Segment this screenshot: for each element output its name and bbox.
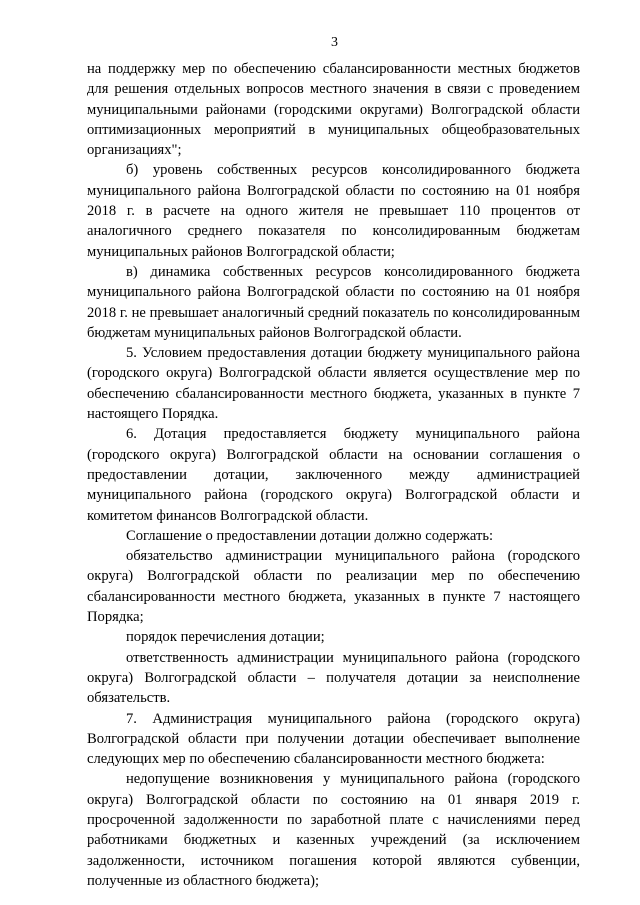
page-number: 3: [331, 35, 338, 50]
paragraph: б) уровень собственных ресурсов консолидированного бюджета муниципального района Волгоградской области по состоянию на 01 ноября 2018 г. в расчете на одного жителя не превышает 110 процентов от аналогичного среднего показателя по консолидированным бюджетам муниципальных районов Волгоградской области;: [87, 162, 580, 260]
paragraph: обязательство администрации муниципального района (городского округа) Волгоградской области по реализации мер по обеспечению сбалансированности местного бюджета, указанных в пункте 7 настоящего Порядка;: [87, 548, 580, 626]
paragraph: в) динамика собственных ресурсов консолидированного бюджета муниципального района Волгоградской области по состоянию на 01 ноября 2018 г. не превышает аналогичный средний показатель по консолидированным бюджетам муниципальных районов Волгоградской области.: [87, 263, 580, 341]
paragraph: 5. Условием предоставления дотации бюджету муниципального района (городского округа) Волгоградской области является осуществление мер по обеспечению сбалансированности местного бюджета, указанных в пункте 7 настоящего Порядка.: [87, 345, 580, 423]
paragraph: недопущение возникновения у муниципального района (городского округа) Волгоградской области по состоянию на 01 января 2019 г. просроченной задолженности по заработной плате с начислениями перед работниками бюджетных и казенных учреждений (за исключением задолженности, источником погашения которой являются субвенции, полученные из областного бюджета);: [87, 771, 580, 889]
paragraph: Соглашение о предоставлении дотации должно содержать:: [126, 527, 494, 544]
paragraph: на поддержку мер по обеспечению сбалансированности местных бюджетов для решения отдельных вопросов местного значения в связи с проведением муниципальными районами (городскими округами) Волгоградской области оптимизационных мероприятий в муниципальных общеобразовательных организациях";: [87, 61, 580, 159]
paragraph: 7. Администрация муниципального района (городского округа) Волгоградской области при получении дотации обеспечивает выполнение следующих мер по обеспечению сбалансированности местного бюджета:: [87, 710, 580, 768]
paragraph: 6. Дотация предоставляется бюджету муниципального района (городского округа) Волгоградской области на основании соглашения о предоставлении дотации, заключенного между администрацией муниципального района (городского округа) Волгоградской области и комитетом финансов Волгоградской области.: [87, 426, 580, 524]
document-body: [87, 59, 580, 891]
paragraph: порядок перечисления дотации;: [126, 629, 325, 646]
paragraph: ответственность администрации муниципального района (городского округа) Волгоградской области – получателя дотации за неисполнение обязательств.: [87, 649, 580, 707]
